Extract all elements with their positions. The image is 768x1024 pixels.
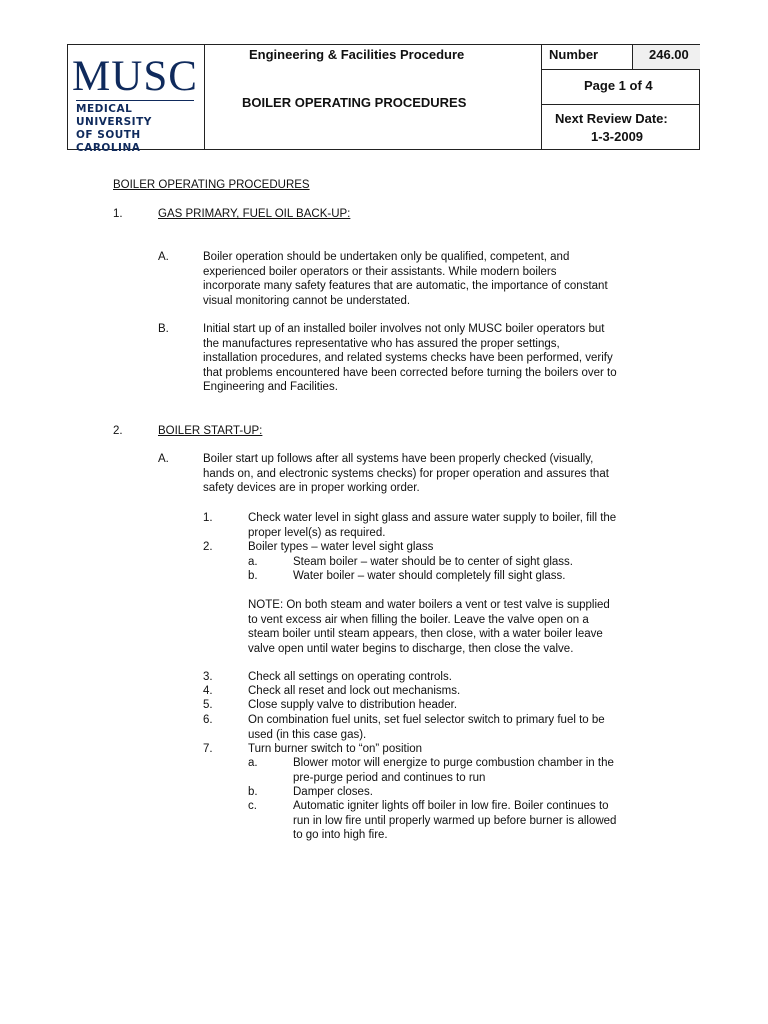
text-line: installation procedures, and related systems checks have been performed, verify (203, 352, 613, 365)
section-1b-label: B. (158, 323, 169, 335)
section-1b-text (203, 322, 617, 395)
substep-label: b. (248, 570, 258, 582)
step-text (248, 713, 605, 742)
substep-text (293, 756, 614, 785)
step-number: 2. (203, 541, 213, 553)
step-text: Check all settings on operating controls. (248, 671, 452, 683)
number-value: 246.00 (649, 47, 689, 62)
header-table (67, 44, 700, 154)
step-text: Close supply valve to distribution header. (248, 699, 458, 711)
musc-logo (72, 53, 198, 155)
step-text: Boiler types – water level sight glass (248, 541, 434, 553)
text-line: to go into high fire. (293, 829, 388, 842)
text-line: run in low fire until properly warmed up before burner is allowed (293, 814, 617, 827)
note-text (248, 598, 610, 656)
review-label: Next Review Date: (555, 111, 668, 126)
procedure-type: Engineering & Facilities Procedure (249, 47, 465, 62)
text-line: Boiler operation should be undertaken only be qualified, competent, and (203, 251, 570, 263)
section-1a-label: A. (158, 251, 169, 263)
substep-label: b. (248, 786, 258, 798)
step-text (248, 511, 616, 540)
text-line: experienced boiler operators or their assistants. While modern boilers (203, 265, 557, 278)
text-line: proper level(s) as required. (248, 526, 386, 539)
step-number: 4. (203, 685, 213, 697)
text-line: Blower motor will energize to purge combustion chamber in the (293, 757, 614, 769)
number-value-box (632, 45, 700, 69)
section-2a-label: A. (158, 453, 169, 465)
text-line: valve open until water begins to discharge, then close the valve. (248, 642, 574, 655)
page-label: Page 1 of 4 (584, 78, 653, 93)
text-line: safety devices are in proper working order. (203, 482, 420, 495)
text-line: that problems encountered have been corrected before turning the boilers over to (203, 366, 617, 379)
section-2-title: BOILER START-UP: (158, 425, 263, 437)
text-line: Automatic igniter lights off boiler in low fire. Boiler continues to (293, 800, 609, 812)
logo-wordmark: MUSC (72, 53, 198, 100)
section-1-number: 1. (113, 208, 123, 220)
text-line: used (in this case gas). (248, 728, 367, 741)
text-line: visual monitoring cannot be understated. (203, 294, 411, 307)
section-2-number: 2. (113, 425, 123, 437)
section-1a-text (203, 250, 608, 308)
text-line: On combination fuel units, set fuel selector switch to primary fuel to be (248, 714, 605, 726)
text-line: the manufactures representative who has assured the proper settings, (203, 337, 560, 350)
text-line: Boiler start up follows after all systems have been properly checked (visually, (203, 453, 594, 465)
step-number: 6. (203, 714, 213, 726)
step-number: 7. (203, 743, 213, 755)
review-date: 1-3-2009 (591, 129, 644, 144)
logo-cell (68, 45, 205, 154)
text-line: Engineering and Facilities. (203, 381, 338, 394)
step-text: Check all reset and lock out mechanisms. (248, 685, 461, 697)
logo-line-1: MEDICAL UNIVERSITY (76, 103, 152, 128)
step-number: 3. (203, 671, 213, 683)
substep-text: Water boiler – water should completely fill sight glass. (293, 570, 566, 582)
substep-text: Steam boiler – water should be to center of sight glass. (293, 556, 573, 568)
logo-line-2: OF SOUTH CAROLINA (76, 129, 141, 154)
page-row (542, 69, 699, 105)
substep-label: a. (248, 757, 258, 769)
text-line: to vent excess air when filling the boiler. Leave the valve open on a (248, 613, 589, 626)
step-number: 1. (203, 512, 213, 524)
section-1-title: GAS PRIMARY, FUEL OIL BACK-UP: (158, 208, 351, 220)
text-line: pre-purge period and continues to run (293, 771, 486, 784)
substep-text (293, 799, 616, 843)
text-line: Initial start up of an installed boiler involves not only MUSC boiler operators but (203, 323, 605, 335)
section-2a-text (203, 452, 609, 496)
procedure-title: BOILER OPERATING PROCEDURES (242, 95, 467, 110)
text-line: Check water level in sight glass and assure water supply to boiler, fill the (248, 512, 617, 524)
meta-cell (542, 45, 699, 149)
step-text: Turn burner switch to “on” position (248, 743, 423, 755)
doc-title: BOILER OPERATING PROCEDURES (113, 179, 310, 191)
substep-text: Damper closes. (293, 786, 373, 798)
text-line: hands on, and electronic systems checks) for proper operation and assures that (203, 467, 609, 480)
text-line: incorporate many safety features that are automatic, the importance of constant (203, 280, 608, 293)
title-cell (205, 45, 542, 149)
substep-label: c. (248, 800, 257, 812)
number-row (542, 45, 699, 70)
text-line: steam boiler until steam appears, then close, with a water boiler leave (248, 628, 603, 641)
substep-label: a. (248, 556, 258, 568)
step-number: 5. (203, 699, 213, 711)
text-line: NOTE: On both steam and water boilers a vent or test valve is supplied (248, 599, 610, 611)
number-label: Number (549, 47, 599, 62)
review-row (542, 104, 699, 149)
